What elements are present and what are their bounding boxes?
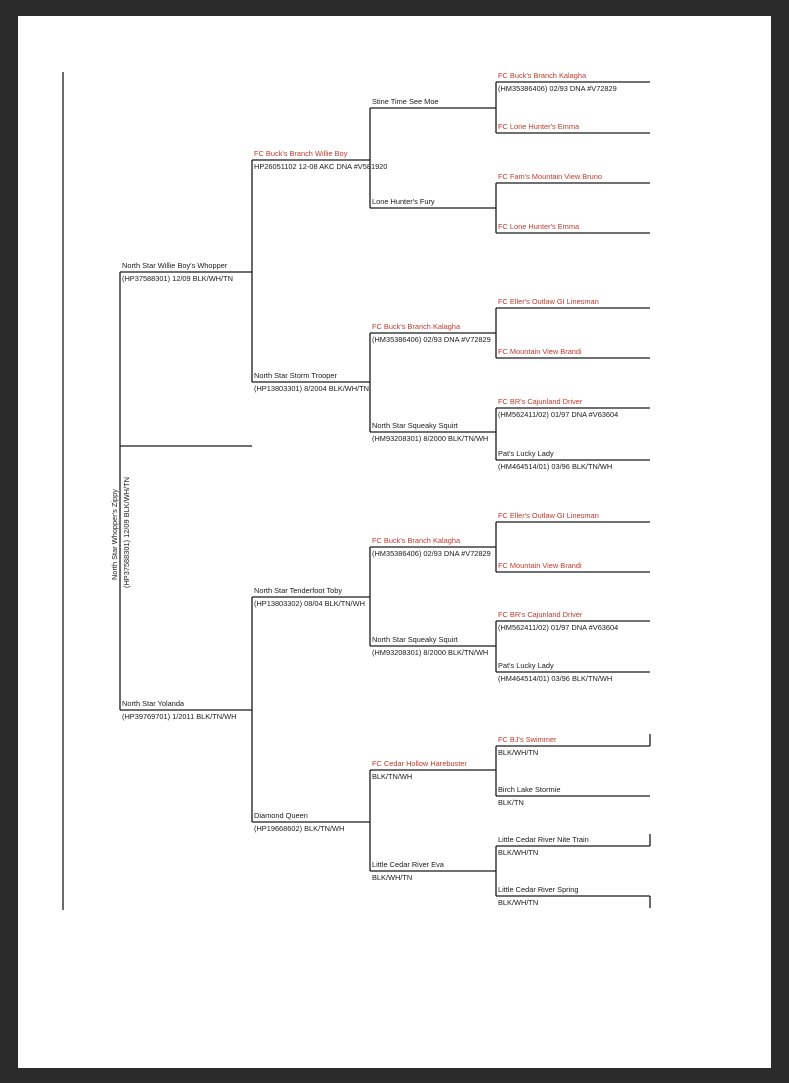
g4-reg: BLK/TN: [498, 798, 524, 807]
g3-name: Little Cedar River Eva: [372, 860, 444, 869]
sire-sire-reg: HP26051102 12-08 AKC DNA #V581920: [254, 162, 388, 171]
g3-name: North Star Squeaky Squirt: [372, 635, 458, 644]
g4-name: FC BR's Cajunland Driver: [498, 397, 583, 406]
g3-reg: (HM93208301) 8/2000 BLK/TN/WH: [372, 648, 489, 657]
g3-name: FC Buck's Branch Kalagha: [372, 536, 461, 545]
g3-reg: (HM93208301) 8/2000 BLK/TN/WH: [372, 434, 489, 443]
g4-name: FC Fam's Mountain View Bruno: [498, 172, 602, 181]
g4-name: FC Eller's Outlaw GI Linesman: [498, 511, 599, 520]
g3-name: Stine Time See Moe: [372, 97, 439, 106]
g4-name: FC BR's Cajunland Driver: [498, 610, 583, 619]
sire-dam-reg: (HP13803301) 8/2004 BLK/WH/TN: [254, 384, 370, 393]
g4-name: FC Buck's Branch Kalagha: [498, 71, 587, 80]
g4-name: FC Mountain View Brandi: [498, 561, 582, 570]
g4-name: FC Lone Hunter's Emma: [498, 222, 580, 231]
g3-reg: (HM35386406) 02/93 DNA #V72829: [372, 335, 491, 344]
g4-name: FC BJ's Swimmer: [498, 735, 557, 744]
sire-name: North Star Willie Boy's Whopper: [122, 261, 228, 270]
sire-sire-name: FC Buck's Branch Willie Boy: [254, 149, 348, 158]
g4-name: Little Cedar River Spring: [498, 885, 579, 894]
g4-reg: (HM464514/01) 03/96 BLK/TN/WH: [498, 674, 613, 683]
subject-reg: (HP37588301) 12/09 BLK/WH/TN: [122, 477, 131, 588]
g3-reg: BLK/TN/WH: [372, 772, 413, 781]
g4-reg: (HM562411/02) 01/97 DNA #V63604: [498, 623, 619, 632]
g3-reg: BLK/WH/TN: [372, 873, 413, 882]
g3-name: FC Buck's Branch Kalagha: [372, 322, 461, 331]
g4-name: FC Lone Hunter's Emma: [498, 122, 580, 131]
dam-dam-reg: (HP19668602) BLK/TN/WH: [254, 824, 345, 833]
g3-name: FC Cedar Hollow Harebuster: [372, 759, 467, 768]
g4-name: FC Eller's Outlaw GI Linesman: [498, 297, 599, 306]
g4-reg: (HM35386406) 02/93 DNA #V72829: [498, 84, 617, 93]
g4-name: Birch Lake Stormie: [498, 785, 561, 794]
dam-name: North Star Yolanda: [122, 699, 185, 708]
g4-name: FC Mountain View Brandi: [498, 347, 582, 356]
g4-reg: BLK/WH/TN: [498, 748, 539, 757]
dam-reg: (HP39769701) 1/2011 BLK/TN/WH: [122, 712, 237, 721]
g4-reg: BLK/WH/TN: [498, 848, 539, 857]
subject-name: North Star Whopper's Zippy: [110, 489, 119, 580]
g4-reg: (HM562411/02) 01/97 DNA #V63604: [498, 410, 619, 419]
g3-reg: (HM35386406) 02/93 DNA #V72829: [372, 549, 491, 558]
g4-name: Little Cedar River Nite Train: [498, 835, 589, 844]
g4-name: Pat's Lucky Lady: [498, 449, 554, 458]
sire-dam-name: North Star Storm Trooper: [254, 371, 337, 380]
g3-name: North Star Squeaky Squirt: [372, 421, 458, 430]
g4-reg: BLK/WH/TN: [498, 898, 539, 907]
g4-name: Pat's Lucky Lady: [498, 661, 554, 670]
dam-dam-name: Diamond Queen: [254, 811, 308, 820]
g3-name: Lone Hunter's Fury: [372, 197, 435, 206]
dam-sire-name: North Star Tenderfoot Toby: [254, 586, 343, 595]
dam-sire-reg: (HP13803302) 08/04 BLK/TN/WH: [254, 599, 365, 608]
sire-reg: (HP37588301) 12/09 BLK/WH/TN: [122, 274, 233, 283]
g4-reg: (HM464514/01) 03/96 BLK/TN/WH: [498, 462, 613, 471]
